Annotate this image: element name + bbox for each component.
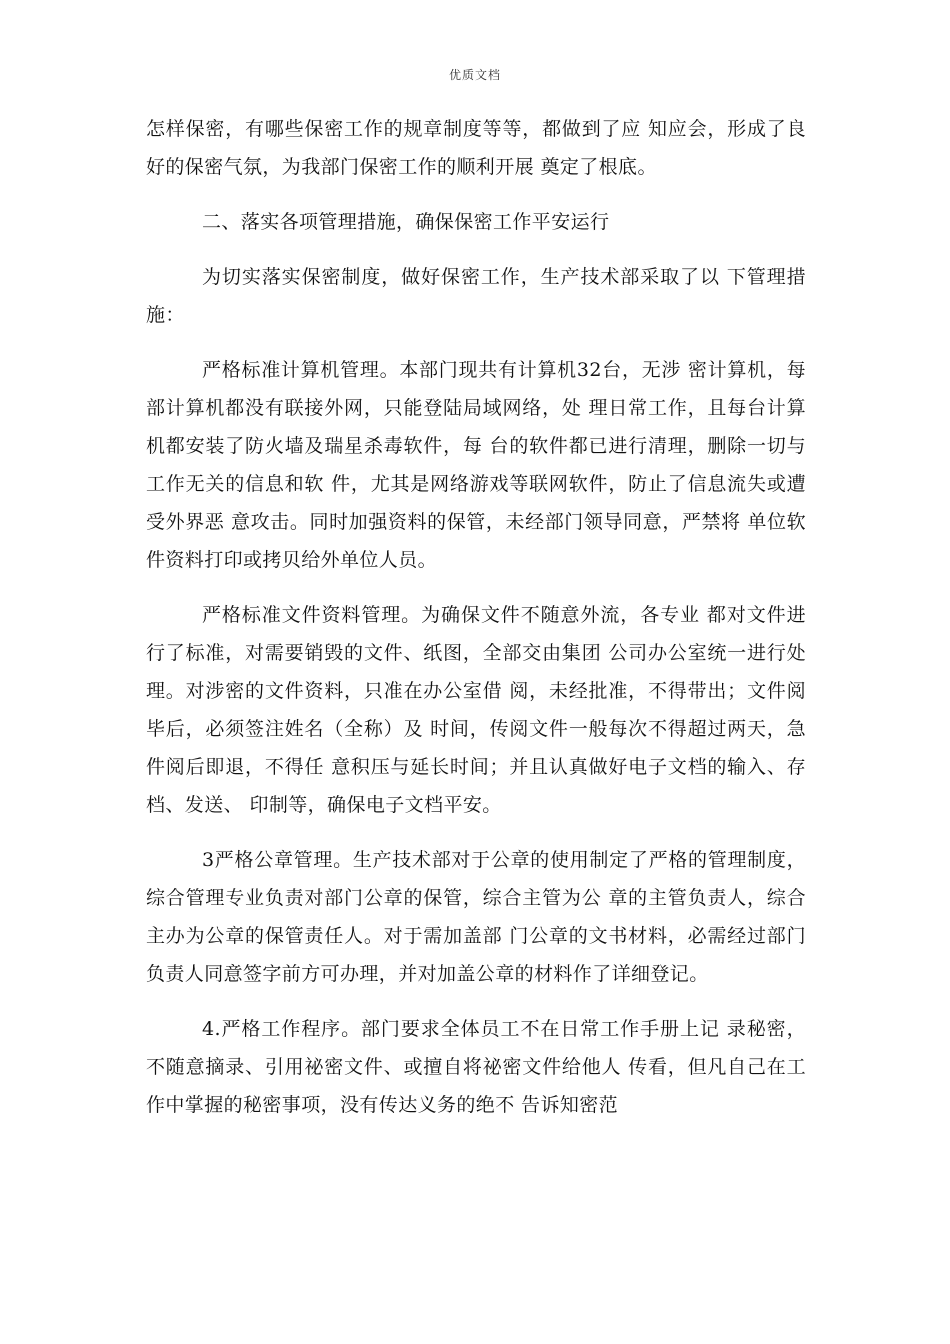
document-body [146, 110, 806, 1141]
paragraph-computer-management: 严格标准计算机管理。本部门现共有计算机32台，无涉 密计算机，每部计算机都没有联接外网，只能登陆局域网络，处 理日常工作，且每台计算机都安装了防火墙及瑞星杀毒软件，每 台的软件都已进行清理，删除一切与工作无关的信息和软 件，尤其是网络游戏等联网软件，防止了信息流失或遭受外界恶 意攻击。同时加强资料的保管，未经部门领导同意，严禁将 单位软件资料打印或拷贝给外单位人员。 [146, 359, 806, 571]
page-header: 优质文档 [448, 68, 501, 82]
paragraph-3: 为切实落实保密制度，做好保密工作，生产技术部采取了以 下管理措施： [146, 266, 806, 326]
paragraph-1: 怎样保密，有哪些保密工作的规章制度等等，都做到了应 知应会，形成了良好的保密气氛，为我部门保密工作的顺利开展 奠定了根底。 [146, 118, 806, 178]
paragraph-document-management: 严格标准文件资料管理。为确保文件不随意外流，各专业 都对文件进行了标准，对需要销毁的文件、纸图，全部交由集团 公司办公室统一进行处理。对涉密的文件资料，只准在办公室借 阅，未经批准，不得带出；文件阅毕后，必须签注姓名（全称）及 时间，传阅文件一般每次不得超过两天，急件阅后即退，不得任 意积压与延长时间；并且认真做好电子文档的输入、存档、发送、 印制等，确保电子文档平安。 [146, 604, 806, 816]
paragraph-seal-management: 3严格公章管理。生产技术部对于公章的使用制定了严格的管理制度，综合管理专业负责对部门公章的保管，综合主管为公 章的主管负责人，综合主办为公章的保管责任人。对于需加盖部 门公章的文书材料，必需经过部门负责人同意签字前方可办理，并对加盖公章的材料作了详细登记。 [146, 849, 806, 985]
section-heading-2: 二、落实各项管理措施，确保保密工作平安运行 [202, 211, 610, 233]
paragraph-work-procedure: 4.严格工作程序。部门要求全体员工不在日常工作手册上记 录秘密，不随意摘录、引用祕密文件、或擅自将祕密文件给他人 传看，但凡自己在工作中掌握的秘密事项，没有传达义务的绝不 告诉知密范 [146, 1018, 806, 1116]
